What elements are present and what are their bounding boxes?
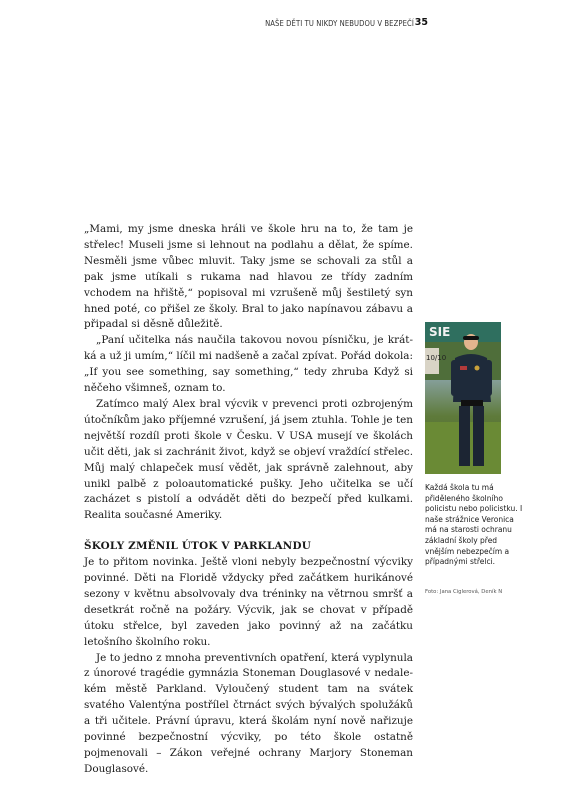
police-officer-photo <box>425 322 501 474</box>
paragraph-1: „Mami, my jsme dneska hráli ve škole hru na to, že tam je střelec! Museli jsme si lehnout na podlahu a dělat, že spíme. Nesměli jsme vůbec mluvit. Taky jsme se schovali za stůl a pak jsme utíkali s rukama nad hlavou ze třídy zadním vchodem na hřiště,“ popisoval mi vzrušeně můj šestiletý syn hned poté, co přišel ze školy. Bral to jako napínavou zábavu a připadal si děsně důležitě. <box>84 223 413 331</box>
paragraph-4: Je to přitom novinka. Ještě vloni nebyly bezpečnostní výcviky povinné. Děti na Floridě vždycky před začátkem hurikánové sezony v květnu absolvovaly dva tréninky na větrnou smršť a desetkrát ročně na požáry. Výcvik, jak se chovat v případě útoku střelce, byl zaveden jako povinný až na začátku letošního školního roku. <box>84 556 413 648</box>
sign-lettering: SIE <box>429 325 451 339</box>
photo-credit: Foto: Jana Ciglerová, Deník N <box>425 589 503 595</box>
sign-numbers: 10/10 <box>426 354 447 362</box>
running-title: NAŠE DĚTI TU NIKDY NEBUDOU V BEZPEČÍ <box>265 19 414 28</box>
paragraph-5: Je to jedno z mnoha preventivních opatření, která vyplynula z únorové tragédie gymnázia Stoneman Douglasové v nedalekém městě Parkland. Vyloučený student tam na svátek svatého Valentýna postřílel čtrnáct svých bývalých spolužáků a tři učitele. Právní úpravu, která školám nyní nově nařizuje povinné bezpečnostní výcviky, po této škole ostatně pojmenovali – Zákon veřejné ochrany Marjory Stoneman Douglasové. <box>84 651 413 775</box>
page-header <box>0 16 566 32</box>
paragraph-2: „Paní učitelka nás naučila takovou novou písničku, je krátká a už ji umím,“ líčil mi nadšeně a začal zpívat. Pořád dokola: „If you see something, say something,“ tedy zhruba Když si něčeho všimneš, oznam to. <box>84 334 413 395</box>
article-body <box>84 222 413 778</box>
paragraph-3: Zatímco malý Alex bral výcvik v prevenci proti ozbrojeným útočníkům jako příjemné vzrušení, já jsem ztuhla. Tohle je ten největší rozdíl proti škole v Česku. V USA musejí ve školách učit děti, jak si zachránit život, když se objeví vraždící střelec. Můj malý chlapeček musí vědět, jak správně zalehnout, aby unikl palbě z poloautomatické pušky. Jeho učitelka se učí zacházet s pistolí a odvádět děti do bezpečí před kulkami. Realita současné Ameriky. <box>84 397 413 522</box>
section-heading: ŠKOLY ZMĚNIL ÚTOK V PARKLANDU <box>84 540 311 553</box>
photo-caption: Každá škola tu má přiděleného školního policistu nebo policistku. I naše strážnice Veronica má na starosti ochranu základní školy před vnějším nebezpečím a případnými střelci. <box>425 483 523 567</box>
page-number: 35 <box>414 17 428 28</box>
